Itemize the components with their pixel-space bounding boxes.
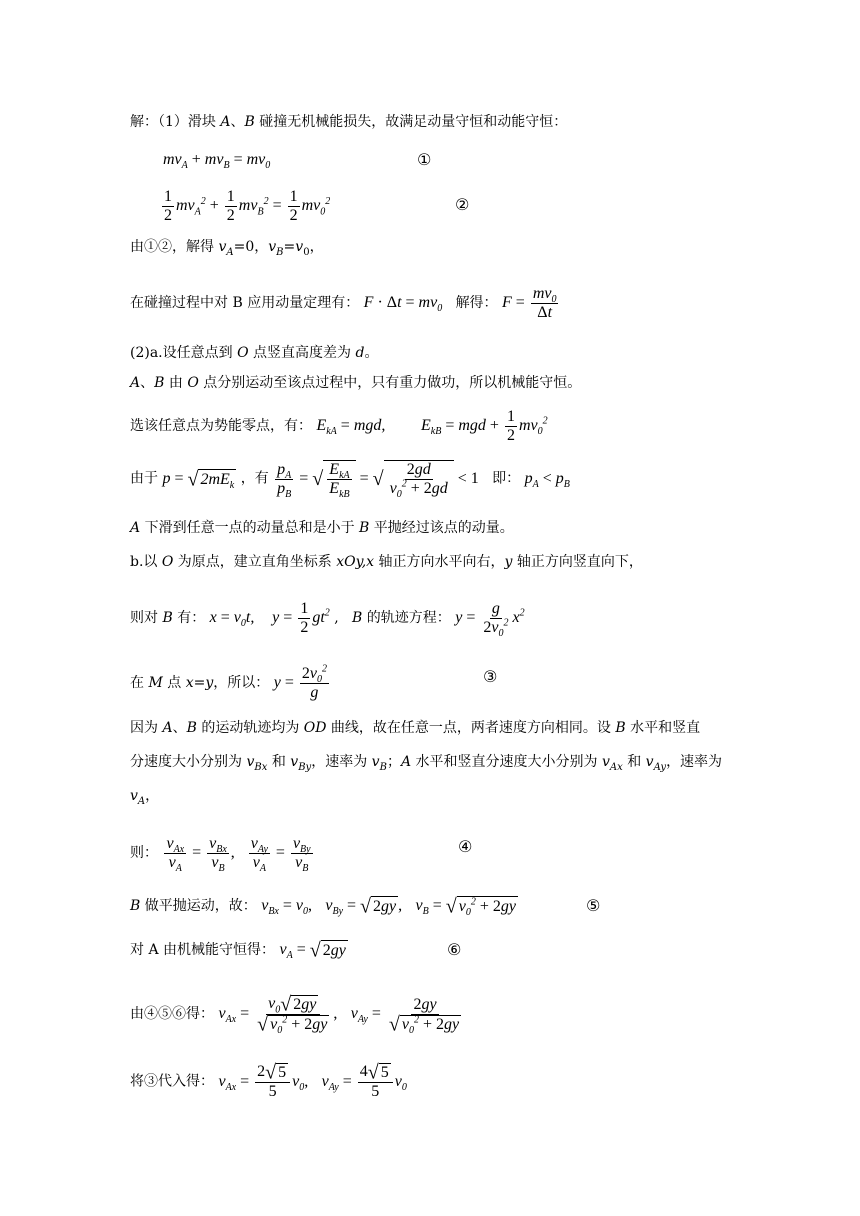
marker-2: ② [455, 195, 470, 214]
then-text: 则： [130, 845, 158, 862]
flat-throw-line: B 做平抛运动，故： $v_{Bx} = v_0$, $v_{By}$ = √ 2gy , $v_B$ = √ $v_0^2 + 2gy$ [130, 895, 516, 919]
marker-1: ① [417, 150, 432, 169]
marker-4: ④ [458, 837, 473, 856]
impulse-text: 在碰撞过程中对 B 应用动量定理有： [130, 295, 360, 312]
solution-velocities: 由①②，解得 $v_A=0$，$v_B=v_0$， [130, 239, 324, 258]
zero-point-line: 选该任意点为势能零点，有： $E_{kA}$ = mgd, $E_{kB}$ = mgd + $\frac{1}{2}$ $mv_0^2$ [130, 408, 548, 444]
momentum-ratio-line: 由于 p = √ $2mE_k$ ，有 $\frac{p_A}{p_B}$ = √ $\frac{E_{kA}}{E_{kB}}$ = √ $\frac{2gd}{v_0^2 + 2gd}$ < 1 即： $p_A < p_B$ [130, 460, 570, 501]
a-energy-line: 对 A 由机械能守恒得： $v_A$ = √ 2gy [130, 939, 346, 962]
impulse-line: 在碰撞过程中对 B 应用动量定理有： $F \cdot \Delta t = mv_0$ 解得： F = $\frac{mv_0}{\Delta t}$ [130, 285, 557, 321]
a-energy-text: 对 A 由机械能守恒得： [130, 942, 276, 959]
paragraph-line-1: 因为 A、B 的运动轨迹均为 OD 曲线，故在任意一点，两者速度方向相同。设 B 水平和竖直 [130, 720, 701, 736]
energy-text: A、B 由 O 点分别运动至该点过程中，只有重力做功，所以机械能守恒。 [130, 375, 582, 391]
intro-text: 解：（1）滑块 A、B 碰撞无机械能损失，故满足动量守恒和动能守恒： [130, 114, 568, 130]
zero-point-text: 选该任意点为势能零点，有： [130, 418, 312, 435]
have-text: ，有 [240, 470, 269, 487]
m-point-line: 在 M 点 x=y，所以： y = $\frac{2v_0^2}{g}$ [130, 663, 327, 701]
part2b-text: b.以 O 为原点，建立直角坐标系 xOy,x 轴正方向水平向右，y 轴正方向竖直向下， [130, 554, 643, 570]
ie-text: 即： [492, 470, 521, 487]
paragraph-line-2: 分速度大小分别为 $v_{Bx}$ 和 $v_{By}$，速率为 $v_B$；A 水平和竖直分速度大小分别为 $v_{Ax}$ 和 $v_{Ay}$，速率为 [130, 754, 723, 773]
since-text: 由于 [130, 470, 158, 487]
components-line: 由④⑤⑥得： $v_{Ax}$ = $\frac{v_0√ 2gy}{√ v_0^2 + 2gy}$ , $v_{Ay}$ = $\frac{2gy}{√ v_0^2 + 2gy}$ [130, 993, 460, 1037]
marker-5: ⑤ [586, 896, 601, 915]
marker-6: ⑥ [447, 940, 462, 959]
equation-energy: $\frac{1}{2}$ $mv_A^2$ + $\frac{1}{2}$ $mv_B^2$ = $\frac{1}{2}$ $mv_0^2$ [164, 188, 331, 224]
part2a-text: (2)a.设任意点到 O 点竖直高度差为 d。 [130, 345, 379, 361]
equation-momentum: $mv_A + mv_B = mv_0$ [163, 151, 271, 172]
substitute-text: 将③代入得： [130, 1073, 214, 1090]
trajectory-line: 则对 B 有： $x = v_0t$, y = $\frac{1}{2}$ $gt^2$ , B 的轨迹方程： y = $\frac{g}{2v_0^2}$ $x^2$ [130, 600, 525, 640]
conclusion-a: A 下滑到任意一点的动量总和是小于 B 平抛经过该点的动量。 [130, 520, 514, 536]
from456-text: 由④⑤⑥得： [130, 1006, 214, 1023]
ratio-line: 则： $\frac{v_{Ax}}{v_A}$ = $\frac{v_{Bx}}{v_B}$ , $\frac{v_{Ay}}{v_A}$ = $\frac{v_{By}}{v_B}$ [130, 835, 311, 875]
paragraph-line-3: $v_A$， [130, 788, 160, 807]
impulse-solve-text: 解得： [455, 295, 498, 312]
final-line: 将③代入得： $v_{Ax}$ = $\frac{2√ 5}{5}$ $v_0$, $v_{Ay}$ = $\frac{4√ 5}{5}$ $v_0$ [130, 1061, 407, 1100]
marker-3: ③ [483, 667, 498, 686]
